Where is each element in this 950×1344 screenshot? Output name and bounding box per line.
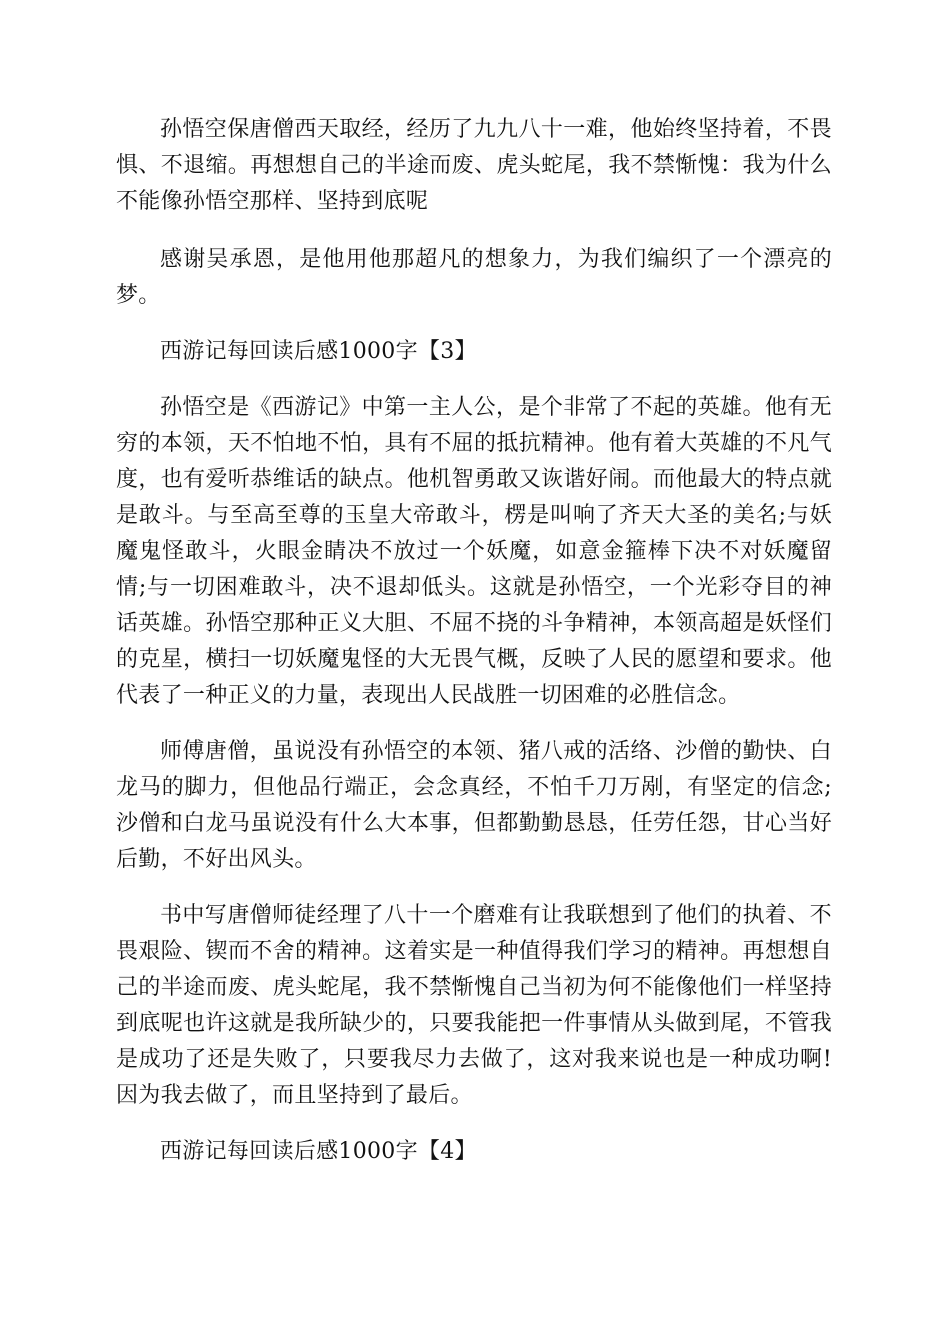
- paragraph: 孙悟空是《西游记》中第一主人公，是个非常了不起的英雄。他有无穷的本领，天不怕地不怕，具有不屈的抵抗精神。他有着大英雄的不凡气度，也有爱听恭维话的缺点。他机智勇敢又诙谐好闹。而他最大的特点就是敢斗。与至高至尊的玉皇大帝敢斗，楞是叫响了齐天大圣的美名;与妖魔鬼怪敢斗，火眼金睛决不放过一个妖魔，如意金箍棒下决不对妖魔留情;与一切困难敢斗，决不退却低头。这就是孙悟空，一个光彩夺目的神话英雄。孙悟空那种正义大胆、不屈不挠的斗争精神，本领高超是妖怪们的克星，横扫一切妖魔鬼怪的大无畏气概，反映了人民的愿望和要求。他代表了一种正义的力量，表现出人民战胜一切困难的必胜信念。: [116, 395, 832, 708]
- paragraph: 感谢吴承恩，是他用他那超凡的想象力，为我们编织了一个漂亮的梦。: [116, 247, 832, 308]
- paragraph: 师傅唐僧，虽说没有孙悟空的本领、猪八戒的活络、沙僧的勤快、白龙马的脚力，但他品行端正，会念真经，不怕千刀万剐，有坚定的信念;沙僧和白龙马虽说没有什么大本事，但都勤勤恳恳，任劳任怨，甘心当好后勤，不好出风头。: [116, 739, 832, 872]
- paragraph: 孙悟空保唐僧西天取经，经历了九九八十一难，他始终坚持着，不畏惧、不退缩。再想想自己的半途而废、虎头蛇尾，我不禁惭愧：我为什么不能像孙悟空那样、坚持到底呢: [116, 117, 832, 214]
- document-body: [116, 112, 832, 1190]
- paragraph: 书中写唐僧师徒经理了八十一个磨难有让我联想到了他们的执着、不畏艰险、锲而不舍的精神。这着实是一种值得我们学习的精神。再想想自己的半途而废、虎头蛇尾，我不禁惭愧自己当初为何不能像他们一样坚持到底呢也许这就是我所缺少的，只要我能把一件事情从头做到尾，不管我是成功了还是失败了，只要我尽力去做了，这对我来说也是一种成功啊!因为我去做了，而且坚持到了最后。: [116, 903, 832, 1108]
- section-heading-4: 西游记每回读后感1000字【4】: [160, 1139, 477, 1164]
- section-heading-3: 西游记每回读后感1000字【3】: [160, 339, 477, 364]
